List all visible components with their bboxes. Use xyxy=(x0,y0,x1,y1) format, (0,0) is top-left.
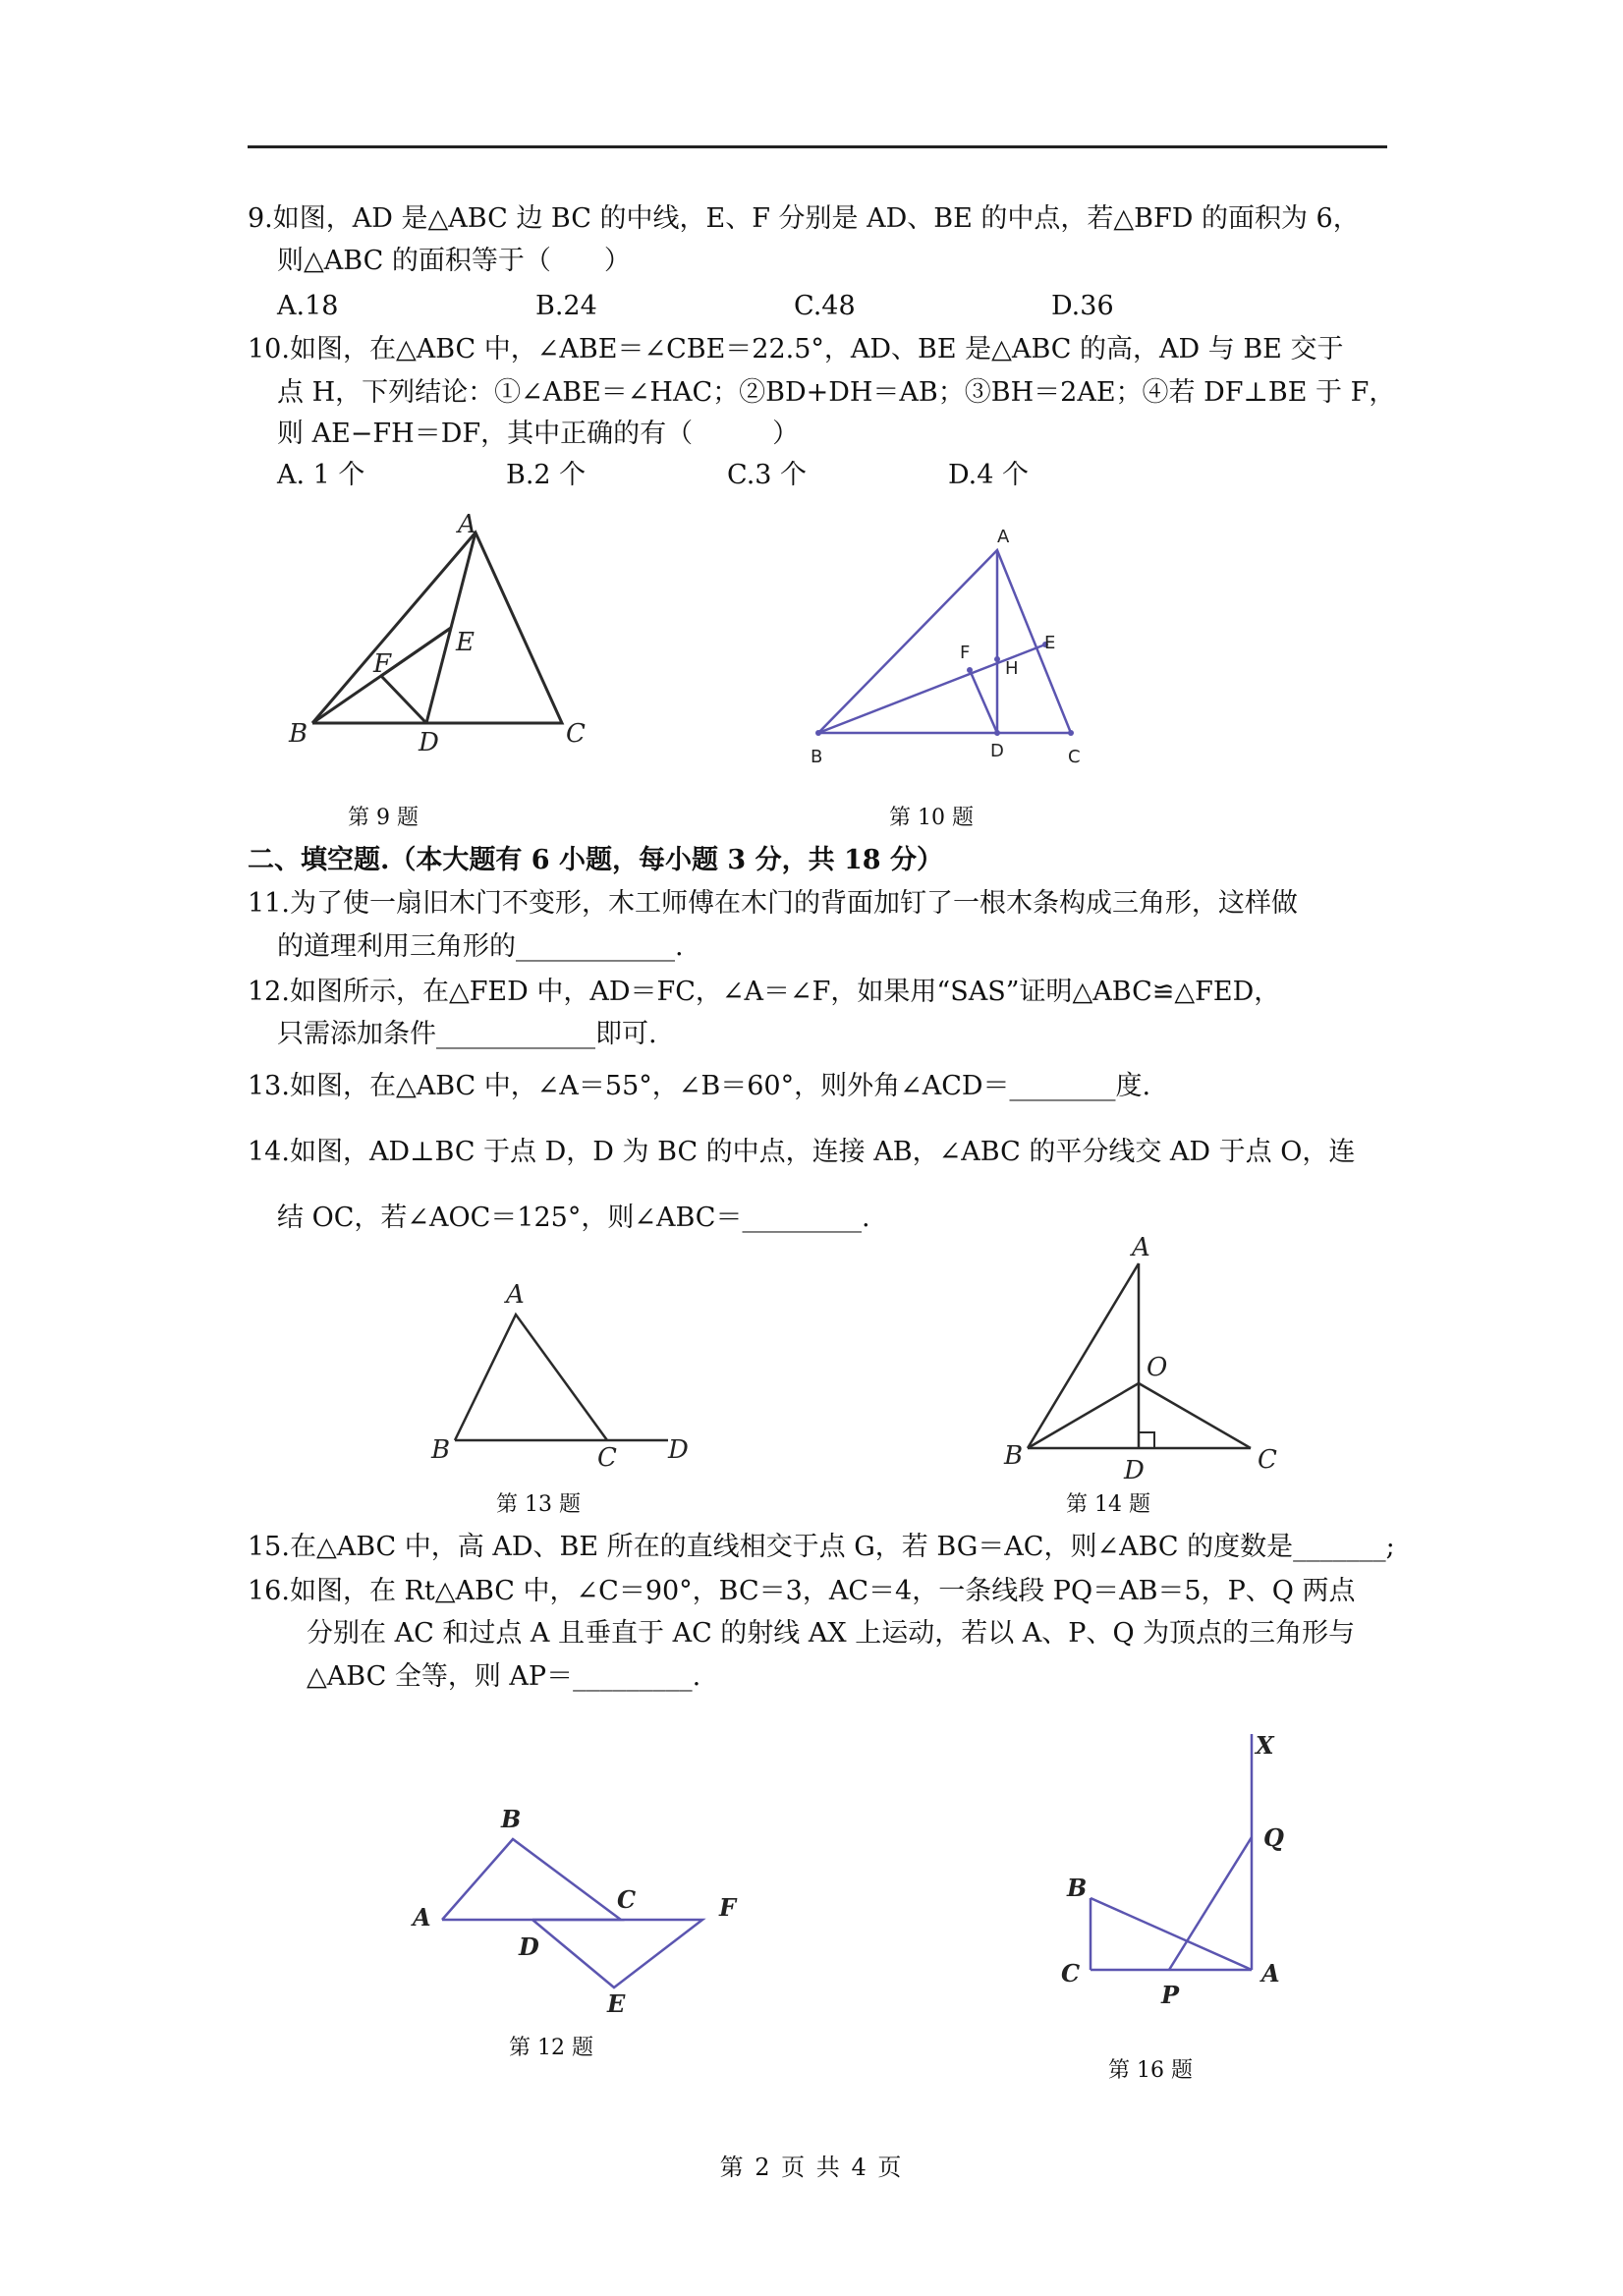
figure-13 xyxy=(418,1277,712,1474)
fig13-label-c: C xyxy=(597,1443,617,1473)
q13-line1: 13.如图，在△ABC 中，∠A＝55°，∠B＝60°，则外角∠ACD＝________度. xyxy=(248,1071,1151,1101)
q16-line3: △ABC 全等，则 AP＝_________. xyxy=(307,1661,701,1692)
fig14-right-angle xyxy=(1139,1432,1154,1448)
fig13-caption: 第 13 题 xyxy=(496,1492,581,1517)
fig9-label-c: C xyxy=(566,719,586,749)
fig14-label-d: D xyxy=(1124,1456,1145,1485)
fig9-label-b: B xyxy=(289,719,308,749)
fig10-caption: 第 10 题 xyxy=(889,806,974,830)
fig16-label-b: B xyxy=(1067,1874,1088,1902)
q11-line1: 11.为了使一扇旧木门不变形，木工师傅在木门的背面加钉了一根木条构成三角形，这样做 xyxy=(248,888,1298,919)
figure-9 xyxy=(275,501,619,766)
q10-line1: 10.如图，在△ABC 中，∠ABE＝∠CBE＝22.5°，AD、BE 是△ABC 的高，AD 与 BE 交于 xyxy=(248,334,1344,364)
fig9-caption: 第 9 题 xyxy=(348,806,419,830)
q14-line2: 结 OC，若∠AOC＝125°，则∠ABC＝_________. xyxy=(277,1203,870,1233)
fig9-label-d: D xyxy=(419,728,439,757)
q15-line1: 15.在△ABC 中，高 AD、BE 所在的直线相交于点 G，若 BG＝AC，则∠ABC 的度数是_______; xyxy=(248,1532,1395,1562)
q9-option-c: C.48 xyxy=(794,291,856,321)
q10-option-a: A. 1 个 xyxy=(277,460,365,490)
q9-line1: 9.如图，AD 是△ABC 边 BC 的中线，E、F 分别是 AD、BE 的中点，若△BFD 的面积为 6， xyxy=(248,203,1360,234)
q14-line1: 14.如图，AD⊥BC 于点 D，D 为 BC 的中点，连接 AB，∠ABC 的平分线交 AD 于点 O，连 xyxy=(248,1137,1356,1167)
q11-line2: 的道理利用三角形的____________. xyxy=(277,931,684,962)
section-2-heading: 二、填空题.（本大题有 6 小题，每小题 3 分，共 18 分） xyxy=(248,845,943,875)
fig12-label-a: A xyxy=(413,1903,431,1932)
fig10-label-b: B xyxy=(811,747,823,767)
page-footer: 第 2 页 共 4 页 xyxy=(719,2154,904,2181)
fig14-segment-bo xyxy=(1028,1383,1139,1448)
fig16-label-x: X xyxy=(1256,1731,1274,1760)
figure-12 xyxy=(403,1798,756,2024)
fig12-label-b: B xyxy=(501,1805,522,1833)
fig16-label-a: A xyxy=(1261,1959,1280,1988)
q16-line1: 16.如图，在 Rt△ABC 中，∠C＝90°，BC＝3，AC＝4，一条线段 PQ＝AB＝5，P、Q 两点 xyxy=(248,1576,1356,1606)
q9-option-d: D.36 xyxy=(1051,291,1114,321)
fig10-label-f: F xyxy=(960,643,971,663)
fig16-label-c: C xyxy=(1061,1959,1081,1988)
q16-line2: 分别在 AC 和过点 A 且垂直于 AC 的射线 AX 上运动，若以 A、P、Q 为顶点的三角形与 xyxy=(307,1618,1356,1649)
q9-line2: 则△ABC 的面积等于（ ） xyxy=(277,246,631,276)
header-rule xyxy=(248,145,1387,148)
q10-option-d: D.4 个 xyxy=(948,460,1030,490)
q12-line2: 只需添加条件____________即可. xyxy=(277,1019,657,1049)
fig14-label-o: O xyxy=(1147,1353,1168,1382)
fig12-label-e: E xyxy=(607,1989,626,2018)
q9-option-a: A.18 xyxy=(277,291,339,321)
q10-line2: 点 H，下列结论：①∠ABE＝∠HAC；②BD+DH＝AB；③BH＝2AE；④若 DF⊥BE 于 F， xyxy=(277,377,1396,408)
fig9-triangle-abc xyxy=(312,532,562,723)
fig10-label-h: H xyxy=(1005,658,1019,679)
fig12-label-f: F xyxy=(719,1893,737,1922)
fig16-segment-ab xyxy=(1091,1898,1252,1970)
fig16-caption: 第 16 题 xyxy=(1108,2058,1193,2083)
fig9-label-f: F xyxy=(373,649,392,679)
figure-10 xyxy=(791,521,1115,776)
figure-14 xyxy=(992,1228,1307,1484)
figure-16 xyxy=(1051,1724,1307,2019)
fig16-label-p: P xyxy=(1161,1981,1180,2009)
fig13-label-d: D xyxy=(668,1435,689,1465)
fig14-segment-ab xyxy=(1028,1263,1139,1448)
fig9-segment-fd xyxy=(381,676,426,723)
fig13-label-b: B xyxy=(431,1435,451,1465)
fig10-triangle-abc xyxy=(818,550,1071,733)
q10-line3: 则 AE−FH＝DF，其中正确的有（ ） xyxy=(277,419,800,449)
q10-option-c: C.3 个 xyxy=(727,460,808,490)
fig14-label-c: C xyxy=(1258,1445,1277,1475)
fig16-segment-pq xyxy=(1169,1837,1252,1970)
fig12-caption: 第 12 题 xyxy=(509,2036,593,2060)
fig10-segment-df xyxy=(970,670,997,733)
fig13-label-a: A xyxy=(506,1280,525,1310)
fig10-label-c: C xyxy=(1068,747,1081,767)
fig10-label-a: A xyxy=(997,527,1010,547)
fig10-label-d: D xyxy=(990,741,1004,761)
q12-line1: 12.如图所示，在△FED 中，AD＝FC，∠A＝∠F，如果用“SAS”证明△ABC≌△FED， xyxy=(248,977,1281,1007)
fig16-label-q: Q xyxy=(1263,1823,1284,1852)
fig12-label-d: D xyxy=(519,1932,539,1961)
fig12-triangle-fed xyxy=(532,1920,702,1988)
fig12-triangle-abc xyxy=(442,1839,621,1920)
q10-option-b: B.2 个 xyxy=(506,460,587,490)
fig13-triangle-abc xyxy=(455,1315,607,1440)
fig9-label-e: E xyxy=(456,628,475,657)
fig14-label-a: A xyxy=(1132,1233,1150,1262)
fig14-segment-oc xyxy=(1139,1383,1251,1448)
fig10-label-e: E xyxy=(1044,633,1056,653)
fig14-label-b: B xyxy=(1004,1441,1024,1471)
fig12-label-c: C xyxy=(617,1885,637,1914)
q9-option-b: B.24 xyxy=(535,291,597,321)
fig14-caption: 第 14 题 xyxy=(1066,1492,1150,1517)
fig9-label-a: A xyxy=(458,510,476,539)
